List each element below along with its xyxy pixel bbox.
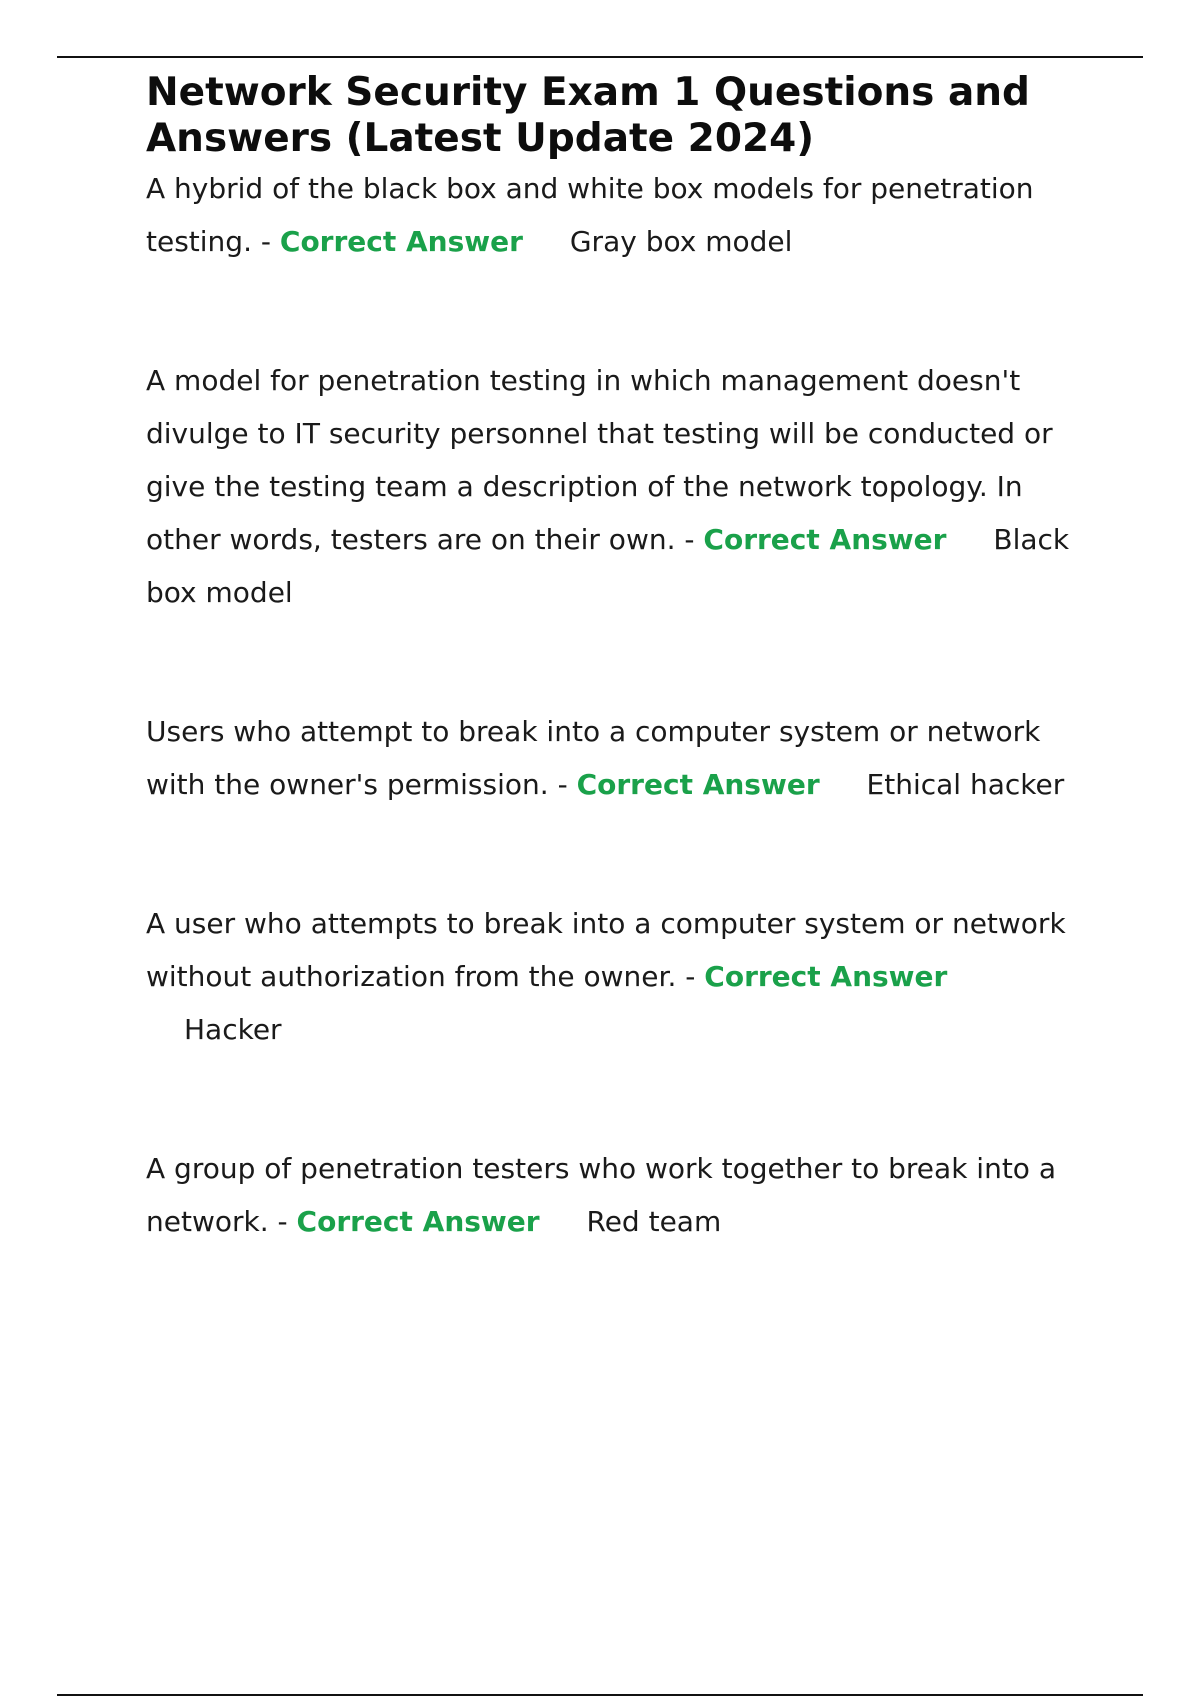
answer-text: Gray box model <box>569 225 793 258</box>
question-text: A group of penetration testers who work together to break into a network. - <box>146 1152 1056 1238</box>
document-body <box>146 70 1086 1248</box>
question-text: A user who attempts to break into a computer system or network without authorization from the owner. - <box>146 907 1066 993</box>
correct-answer-label: Correct Answer <box>296 1205 540 1238</box>
question-text: Users who attempt to break into a computer system or network with the owner's permission. - <box>146 715 1041 801</box>
correct-answer-label: Correct Answer <box>279 225 523 258</box>
answer-text: Ethical hacker <box>866 768 1065 801</box>
top-rule <box>57 56 1143 58</box>
qa-item-5 <box>146 1142 1086 1248</box>
question-text: A model for penetration testing in which management doesn't divulge to IT security personnel that testing will be conducted or give the testing team a description of the network topology. In other words, testers are on their own. - <box>146 364 1053 556</box>
qa-item-2 <box>146 354 1086 619</box>
answer-text: Black box model <box>146 523 1070 609</box>
answer-text: Hacker <box>184 1013 282 1046</box>
correct-answer-label: Correct Answer <box>704 960 948 993</box>
correct-answer-label: Correct Answer <box>703 523 947 556</box>
qa-item-3 <box>146 705 1086 811</box>
answer-text: Red team <box>586 1205 722 1238</box>
correct-answer-label: Correct Answer <box>576 768 820 801</box>
qa-item-1 <box>146 162 1086 268</box>
page-title: Network Security Exam 1 Questions and Answers (Latest Update 2024) <box>146 70 1030 161</box>
qa-item-4 <box>146 897 1086 1056</box>
question-text: A hybrid of the black box and white box models for penetration testing. - <box>146 172 1034 258</box>
bottom-rule <box>57 1694 1143 1696</box>
